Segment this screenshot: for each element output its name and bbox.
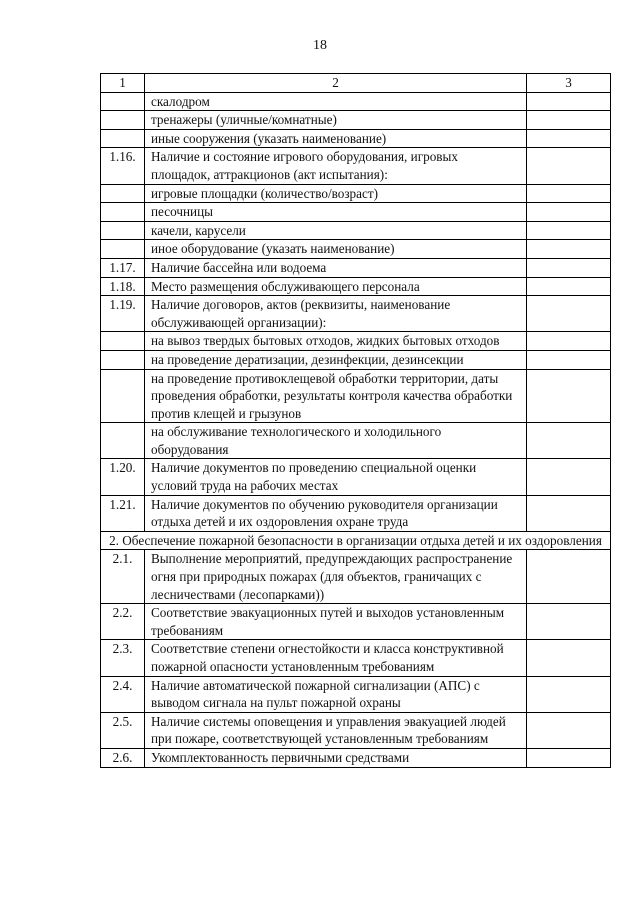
item-value-cell[interactable]	[527, 277, 611, 296]
item-number	[101, 240, 145, 259]
item-value-cell[interactable]	[527, 296, 611, 332]
item-description: Выполнение мероприятий, предупреждающих распространение огня при природных пожарах (для объектов, граничащих с лесничествами (лесопарками))	[145, 550, 527, 604]
table-row	[101, 712, 611, 748]
item-description: Наличие системы оповещения и управления эвакуацией людей при пожаре, соответствующей установленным требованиям	[145, 712, 527, 748]
item-value-cell[interactable]	[527, 240, 611, 259]
item-description: иные сооружения (указать наименование)	[145, 129, 527, 148]
item-number	[101, 92, 145, 111]
table-row	[101, 350, 611, 369]
table-row	[101, 296, 611, 332]
item-description: на проведение противоклещевой обработки территории, даты проведения обработки, результаты контроля качества обработки против клещей и грызунов	[145, 369, 527, 423]
item-value-cell[interactable]	[527, 640, 611, 676]
table-row	[101, 203, 611, 222]
item-number: 1.17.	[101, 258, 145, 277]
item-value-cell[interactable]	[527, 350, 611, 369]
header-cell-description: 2	[145, 74, 527, 93]
item-description: песочницы	[145, 203, 527, 222]
table-row	[101, 221, 611, 240]
item-number: 2.2.	[101, 604, 145, 640]
item-number: 2.3.	[101, 640, 145, 676]
item-number	[101, 111, 145, 130]
section-title: 2. Обеспечение пожарной безопасности в организации отдыха детей и их оздоровления	[101, 531, 611, 550]
table-row	[101, 184, 611, 203]
table-body	[101, 74, 611, 768]
item-description: Наличие договоров, актов (реквизиты, наименование обслуживающей организации):	[145, 296, 527, 332]
table-row	[101, 129, 611, 148]
header-cell-number: 1	[101, 74, 145, 93]
item-value-cell[interactable]	[527, 423, 611, 459]
table-row	[101, 240, 611, 259]
table-header-row	[101, 74, 611, 93]
item-value-cell[interactable]	[527, 369, 611, 423]
item-number: 2.4.	[101, 676, 145, 712]
item-number: 2.1.	[101, 550, 145, 604]
table-row	[101, 258, 611, 277]
item-description: Место размещения обслуживающего персонала	[145, 277, 527, 296]
item-value-cell[interactable]	[527, 92, 611, 111]
item-number: 1.18.	[101, 277, 145, 296]
item-description: Наличие автоматической пожарной сигнализации (АПС) с выводом сигнала на пульт пожарной охраны	[145, 676, 527, 712]
table-row	[101, 604, 611, 640]
item-number	[101, 423, 145, 459]
page-number: 18	[313, 38, 327, 53]
item-value-cell[interactable]	[527, 221, 611, 240]
table-row	[101, 676, 611, 712]
item-value-cell[interactable]	[527, 332, 611, 351]
item-number: 2.6.	[101, 748, 145, 767]
table-row	[101, 550, 611, 604]
item-number: 1.16.	[101, 148, 145, 184]
item-number	[101, 369, 145, 423]
item-number	[101, 184, 145, 203]
table-row	[101, 111, 611, 130]
table-row	[101, 459, 611, 495]
item-description: Наличие документов по проведению специальной оценки условий труда на рабочих местах	[145, 459, 527, 495]
table-row	[101, 148, 611, 184]
item-description: иное оборудование (указать наименование)	[145, 240, 527, 259]
item-description: игровые площадки (количество/возраст)	[145, 184, 527, 203]
item-description: скалодром	[145, 92, 527, 111]
item-value-cell[interactable]	[527, 203, 611, 222]
item-number: 1.19.	[101, 296, 145, 332]
item-value-cell[interactable]	[527, 258, 611, 277]
item-description: Соответствие степени огнестойкости и класса конструктивной пожарной опасности установленным требованиям	[145, 640, 527, 676]
item-description: на обслуживание технологического и холодильного оборудования	[145, 423, 527, 459]
item-value-cell[interactable]	[527, 129, 611, 148]
table-row	[101, 332, 611, 351]
item-description: на проведение дератизации, дезинфекции, дезинсекции	[145, 350, 527, 369]
item-description: качели, карусели	[145, 221, 527, 240]
item-value-cell[interactable]	[527, 459, 611, 495]
item-description: Соответствие эвакуационных путей и выходов установленным требованиям	[145, 604, 527, 640]
item-value-cell[interactable]	[527, 604, 611, 640]
item-value-cell[interactable]	[527, 111, 611, 130]
item-value-cell[interactable]	[527, 148, 611, 184]
item-description: Наличие и состояние игрового оборудования, игровых площадок, аттракционов (акт испытания):	[145, 148, 527, 184]
item-description: на вывоз твердых бытовых отходов, жидких бытовых отходов	[145, 332, 527, 351]
table-row	[101, 277, 611, 296]
item-number	[101, 332, 145, 351]
item-value-cell[interactable]	[527, 748, 611, 767]
item-number	[101, 129, 145, 148]
item-description: Укомплектованность первичными средствами	[145, 748, 527, 767]
table-row	[101, 748, 611, 767]
item-value-cell[interactable]	[527, 495, 611, 531]
table-row	[101, 495, 611, 531]
item-value-cell[interactable]	[527, 712, 611, 748]
table-row	[101, 423, 611, 459]
item-number: 1.21.	[101, 495, 145, 531]
item-number	[101, 350, 145, 369]
item-value-cell[interactable]	[527, 550, 611, 604]
table-row	[101, 92, 611, 111]
item-number: 1.20.	[101, 459, 145, 495]
item-value-cell[interactable]	[527, 676, 611, 712]
section-header-row	[101, 531, 611, 550]
item-number	[101, 203, 145, 222]
item-number	[101, 221, 145, 240]
item-description: Наличие бассейна или водоема	[145, 258, 527, 277]
header-cell-value: 3	[527, 74, 611, 93]
item-description: тренажеры (уличные/комнатные)	[145, 111, 527, 130]
table-row	[101, 640, 611, 676]
item-description: Наличие документов по обучению руководителя организации отдыха детей и их оздоровления охране труда	[145, 495, 527, 531]
inspection-table	[100, 73, 611, 768]
item-value-cell[interactable]	[527, 184, 611, 203]
item-number: 2.5.	[101, 712, 145, 748]
table-row	[101, 369, 611, 423]
